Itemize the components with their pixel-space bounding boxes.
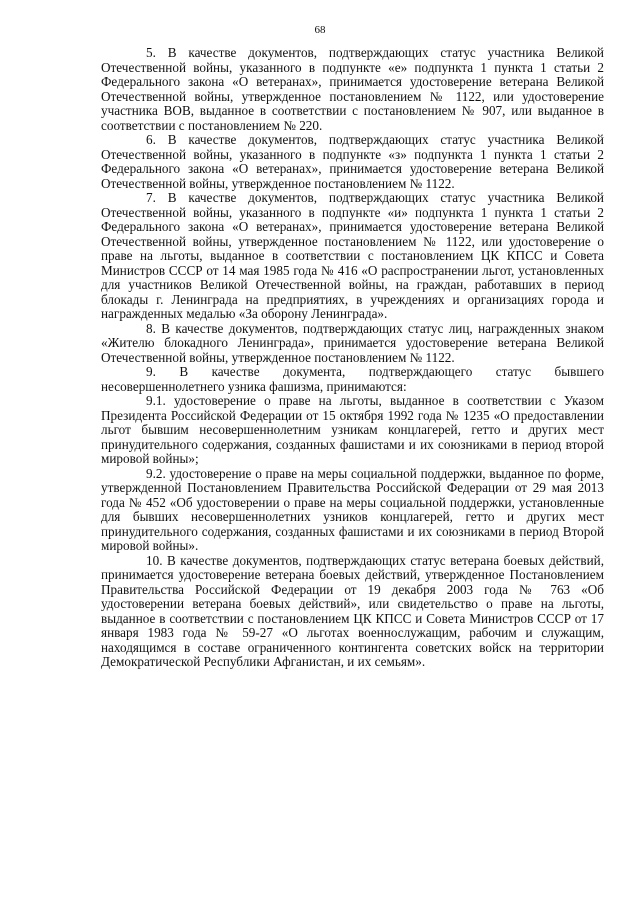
paragraph-9: 9. В качестве документа, подтверждающего статус бывшего несовершеннолетнего узника фашизма, принимаются: (101, 364, 604, 394)
paragraph-5: 5. В качестве документов, подтверждающих статус участника Великой Отечественной войны, указанного в подпункте «е» подпункта 1 пункта 1 статьи 2 Федерального закона «О ветеранах», принимается удостоверение ветерана Великой Отечественной войны, утвержденное постановлением № 1122, или удостоверение участника ВОВ, выданное в соответствии с постановлением № 907, или выданное в соответствии с постановлением № 220. (101, 45, 604, 133)
paragraph-9-2: 9.2. удостоверение о праве на меры социальной поддержки, выданное по форме, утвержденной Постановлением Правительства Российской Федерации от 29 мая 2013 года № 452 «Об удостоверении о праве на меры социальной поддержки, установленные для бывших несовершеннолетних узников концлагерей, гетто и других мест принудительного содержания, созданных фашистами и их союзниками в период Второй мировой войны». (101, 465, 604, 553)
page-number: 68 (314, 24, 326, 36)
paragraph-10: 10. В качестве документов, подтверждающих статус ветерана боевых действий, принимается удостоверение ветерана боевых действий, утвержденное Постановлением Правительства Российской Федерации от 19 декабря 2003 года № 763 «Об удостоверении ветерана боевых действий», или свидетельство о праве на льготы, выданное в соответствии с постановлением ЦК КПСС и Совета Министров СССР от 17 января 1983 года № 59-27 «О льготах военнослужащим, рабочим и служащим, находящимся в составе ограниченного контингента советских войск на территории Демократической Республики Афганистан, и их семьям». (101, 552, 604, 669)
paragraph-8: 8. В качестве документов, подтверждающих статус лиц, награжденных знаком «Жителю блокадного Ленинграда», принимается удостоверение ветерана Великой Отечественной войны, утвержденное постановлением № 1122. (101, 320, 604, 365)
paragraph-9-1: 9.1. удостоверение о праве на льготы, выданное в соответствии с Указом Президента Российской Федерации от 15 октября 1992 года № 1235 «О предоставлении льгот бывшим несовершеннолетним узникам концлагерей, гетто и других мест принудительного содержания, созданных фашистами и их союзниками в период второй мировой войны»; (101, 393, 604, 466)
paragraph-7: 7. В качестве документов, подтверждающих статус участника Великой Отечественной войны, указанного в подпункте «и» подпункта 1 пункта 1 статьи 2 Федерального закона «О ветеранах», принимается удостоверение ветерана Великой Отечественной войны, утвержденное постановлением № 1122, или удостоверение о праве на льготы, выданное в соответствии с постановлением ЦК КПСС и Совета Министров СССР от 14 мая 1985 года № 416 «О распространении льгот, установленных для участников Великой Отечественной войны, на граждан, работавших в период блокады г. Ленинграда на предприятиях, в учреждениях и организациях города и награжденных медалью «За оборону Ленинграда». (101, 190, 604, 321)
document-body (101, 46, 604, 670)
paragraph-6: 6. В качестве документов, подтверждающих статус участника Великой Отечественной войны, указанного в подпункте «з» подпункта 1 пункта 1 статьи 2 Федерального закона «О ветеранах», принимается удостоверение ветерана Великой Отечественной войны, утвержденное постановлением № 1122. (101, 132, 604, 191)
